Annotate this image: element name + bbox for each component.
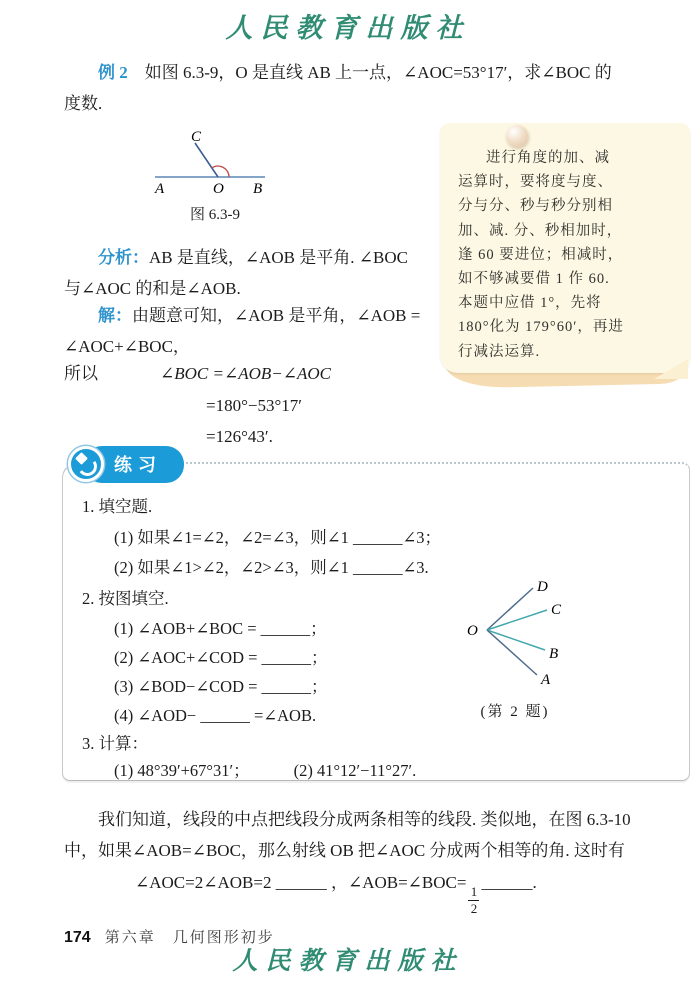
figure1-caption: 图 6.3-9 <box>190 207 240 223</box>
note-text <box>458 146 674 364</box>
example-label: 例 2 <box>98 63 128 82</box>
solution-so: 所以 <box>64 364 98 383</box>
note-line: 加、减. 分、秒相加时， <box>458 222 623 239</box>
figure2-label-A: A <box>541 672 551 688</box>
exercise-q3-item-2: (2) 41°12′−11°27′. <box>293 761 417 780</box>
page-number: 174 <box>64 929 91 946</box>
example-paragraph <box>64 57 664 119</box>
analysis-text-2: 与∠AOC 的和是∠AOB. <box>64 279 241 298</box>
note-line: 180°化为 179°60′，再进 <box>458 319 624 336</box>
solution-line-1 <box>64 300 456 331</box>
closing-formula-pre: ∠AOC=2∠AOB=2 ______ ，∠AOB=∠BOC= <box>135 873 467 892</box>
note-line: 运算时，要将度与度、 <box>458 174 613 191</box>
pushpin-icon <box>506 125 528 147</box>
note-line: 进行角度的加、减 <box>486 150 610 166</box>
exercise-q2-item-4: (4) ∠AOD− ______ =∠AOB. <box>114 706 317 725</box>
analysis-text-1: AB 是直线，∠AOB 是平角. ∠BOC <box>149 248 408 267</box>
exercise-badge <box>68 446 184 482</box>
closing-line-1: 我们知道，线段的中点把线段分成两条相等的线段. 类似地，在图 6.3-10 <box>98 810 631 829</box>
figure2-label-C: C <box>551 602 562 618</box>
closing-line-2: 中，如果∠AOB=∠BOC，那么射线 OB 把∠AOC 分成两个相等的角. 这时有 <box>64 841 625 860</box>
analysis-label: 分析： <box>98 248 149 267</box>
closing-formula <box>135 867 537 915</box>
exercise-q2-item-1: (1) ∠AOB+∠BOC = ______； <box>114 619 327 638</box>
figure1-label-O: O <box>213 181 224 197</box>
exercise-q1-item-1: (1) 如果∠1=∠2，∠2=∠3，则∠1 ______∠3； <box>114 527 442 547</box>
exercise-q2-item-2: (2) ∠AOC+∠COD = ______； <box>114 648 328 667</box>
exercise-q1-title: 1. 填空题. <box>82 497 153 516</box>
exercise-q3-item-1: (1) 48°39′+67°31′； <box>114 761 250 780</box>
ray-OC2 <box>487 610 547 630</box>
note-line: 如不够减要借 1 作 60. <box>458 271 610 288</box>
publisher-calligraphy-top: 人民教育出版社 <box>225 13 471 43</box>
note-line: 行减法运算. <box>458 343 541 360</box>
ray-OA2 <box>487 630 537 675</box>
exercise-q2-item-3: (3) ∠BOD−∠COD = ______； <box>114 677 328 696</box>
figure-angle-on-line <box>150 130 280 200</box>
closing-formula-post: ______. <box>481 873 537 892</box>
example-text-2: 度数. <box>64 94 103 113</box>
publisher-calligraphy-bottom: 人民教育出版社 <box>232 948 464 975</box>
note-line: 分与分、秒与秒分别相 <box>458 198 613 215</box>
fraction-one-half <box>468 885 479 915</box>
analysis-paragraph <box>64 242 456 304</box>
solution-text-1: 由题意可知，∠AOB 是平角，∠AOB = <box>132 306 421 325</box>
figure2-label-B: B <box>549 646 559 662</box>
solution-eq-1: ∠BOC =∠AOB−∠AOC <box>160 364 331 383</box>
exercise-compass-icon <box>68 446 104 482</box>
note-line: 逢 60 要进位；相减时， <box>458 246 624 263</box>
figure2-caption: (第 2 题) <box>480 704 550 720</box>
note-line: 本题中应借 1°，先将 <box>458 295 602 312</box>
ray-OB2 <box>487 630 545 650</box>
chapter-title: 第六章 几何图形初步 <box>104 930 275 946</box>
exercise-badge-label: 练习 <box>84 446 184 483</box>
solution-text-2: ∠AOC+∠BOC， <box>64 337 190 356</box>
exercise-q1-item-2: (2) 如果∠1>∠2，∠2>∠3，则∠1 ______∠3. <box>114 558 429 577</box>
analysis-line-1 <box>64 242 456 273</box>
exercise-q3-items <box>82 757 642 784</box>
exercise-q3-title: 3. 计算： <box>82 734 148 753</box>
solution-paragraph <box>64 300 456 362</box>
figure1-label-B: B <box>253 181 263 197</box>
figure1-label-C: C <box>191 130 202 145</box>
solution-eq-2: =180°−53°17′ <box>206 396 302 415</box>
figure1-label-A: A <box>155 181 165 197</box>
exercise-q2-title: 2. 按图填空. <box>82 588 169 608</box>
figure-rays-from-O <box>455 575 625 695</box>
fraction-numerator: 1 <box>470 884 478 899</box>
ray-OC <box>195 143 218 177</box>
closing-paragraph <box>64 804 664 866</box>
figure2-label-D: D <box>537 579 548 595</box>
solution-label: 解： <box>98 306 132 325</box>
example-text-1: 如图 6.3-9，O 是直线 AB 上一点，∠AOC=53°17′，求∠BOC 的 <box>144 63 612 82</box>
example-line-1 <box>64 57 664 88</box>
figure2-label-O: O <box>467 623 478 639</box>
fraction-denominator: 2 <box>470 901 478 916</box>
solution-eq-3: =126°43′. <box>206 427 273 446</box>
ray-OD <box>487 588 533 630</box>
